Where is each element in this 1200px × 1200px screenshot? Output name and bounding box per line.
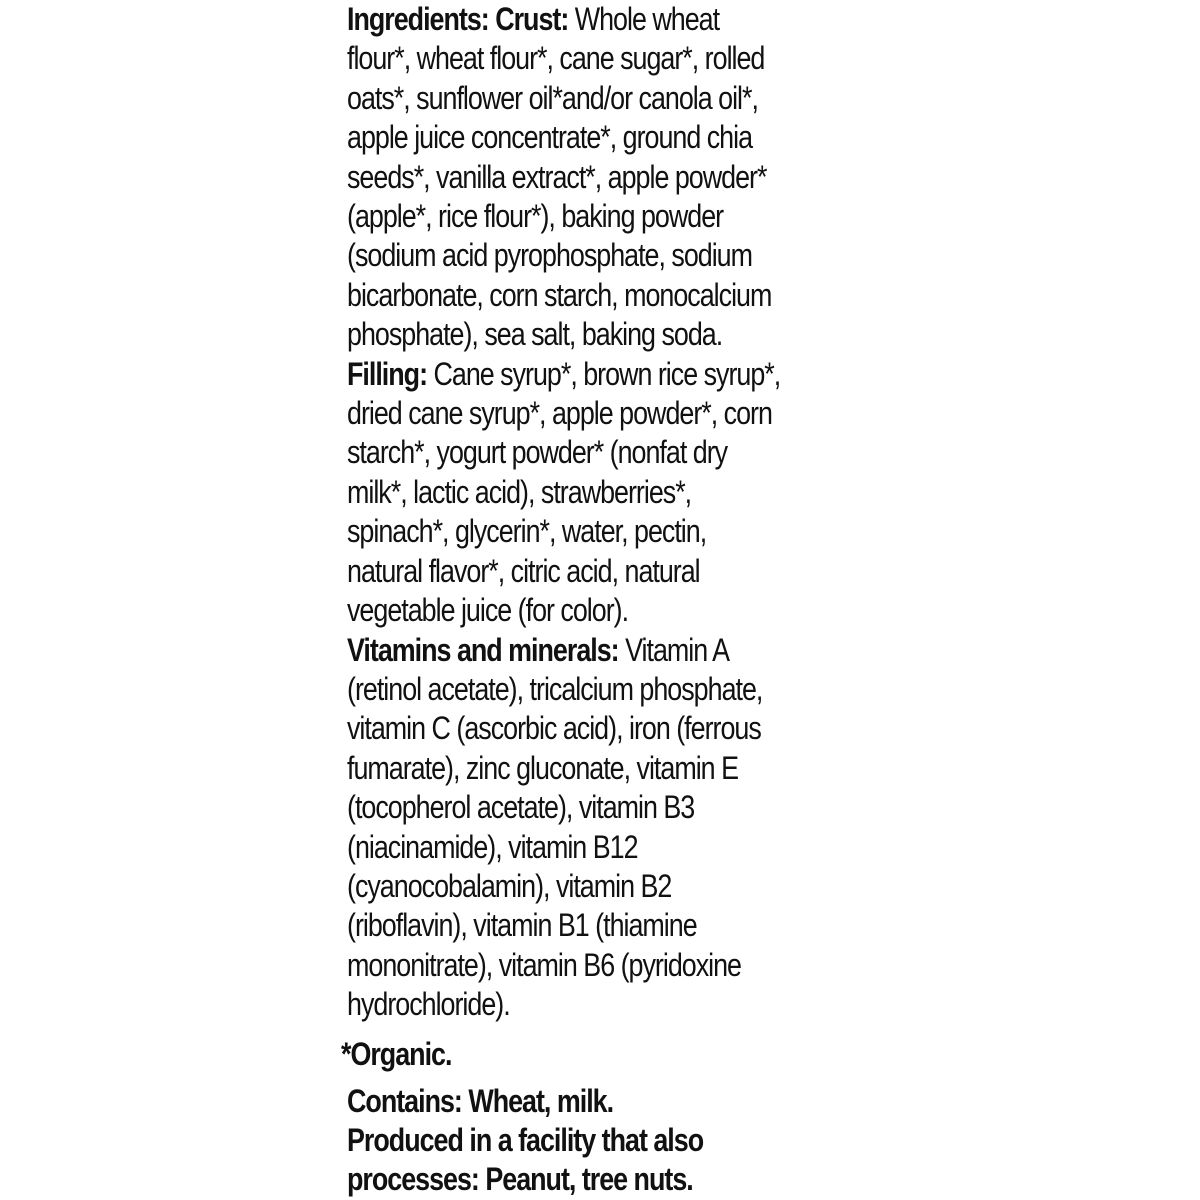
ingredients-line: (cyanocobalamin), vitamin B2 <box>347 867 672 904</box>
ingredients-label-panel <box>341 0 887 1200</box>
ingredients-line: milk*, lactic acid), strawberries*, <box>347 473 692 510</box>
ingredients-line: spinach*, glycerin*, water, pectin, <box>347 513 707 550</box>
ingredients-line: apple juice concentrate*, ground chia <box>347 119 753 156</box>
filling-heading: Filling: <box>347 355 428 392</box>
vitamins-heading: Vitamins and minerals: <box>347 631 619 668</box>
ingredients-line <box>347 355 780 394</box>
organic-note: *Organic. <box>341 1036 452 1072</box>
ingredients-text <box>347 0 780 1025</box>
ingredients-line: (apple*, rice flour*), baking powder <box>347 198 724 235</box>
ingredients-line: fumarate), zinc gluconate, vitamin E <box>347 749 739 786</box>
ingredients-line: seeds*, vanilla extract*, apple powder* <box>347 158 767 195</box>
vitamins-text: Vitamin A <box>618 631 730 668</box>
ingredients-line: hydrochloride). <box>347 986 510 1023</box>
ingredients-line <box>347 631 780 670</box>
facility-line: processes: Peanut, tree nuts. <box>347 1161 693 1197</box>
ingredients-line: phosphate), sea salt, baking soda. <box>347 316 723 353</box>
ingredients-line: (tocopherol acetate), vitamin B3 <box>347 789 695 826</box>
contains-line: Contains: Wheat, milk. <box>347 1083 614 1119</box>
ingredients-line: vegetable juice (for color). <box>347 592 629 629</box>
ingredients-line: (sodium acid pyrophosphate, sodium <box>347 237 753 274</box>
ingredients-line: flour*, wheat flour*, cane sugar*, rolled <box>347 40 765 77</box>
ingredients-line <box>347 0 780 39</box>
ingredients-line: (riboflavin), vitamin B1 (thiamine <box>347 907 697 944</box>
ingredients-line: mononitrate), vitamin B6 (pyridoxine <box>347 946 741 983</box>
crust-text: Whole wheat <box>568 1 720 37</box>
ingredients-line: oats*, sunflower oil*and/or canola oil*, <box>347 79 758 116</box>
ingredients-line: vitamin C (ascorbic acid), iron (ferrous <box>347 710 761 747</box>
ingredients-line: natural flavor*, citric acid, natural <box>347 552 700 589</box>
ingredients-line: dried cane syrup*, apple powder*, corn <box>347 395 772 432</box>
ingredients-line: (niacinamide), vitamin B12 <box>347 828 638 865</box>
ingredients-line: (retinol acetate), tricalcium phosphate, <box>347 670 763 707</box>
crust-heading: Ingredients: Crust: <box>347 1 569 37</box>
ingredients-line: bicarbonate, corn starch, monocalcium <box>347 276 772 313</box>
facility-line: Produced in a facility that also <box>347 1122 704 1158</box>
filling-text: Cane syrup*, brown rice syrup*, <box>427 355 781 392</box>
ingredients-line: starch*, yogurt powder* (nonfat dry <box>347 434 728 471</box>
allergen-statement <box>347 1082 703 1199</box>
